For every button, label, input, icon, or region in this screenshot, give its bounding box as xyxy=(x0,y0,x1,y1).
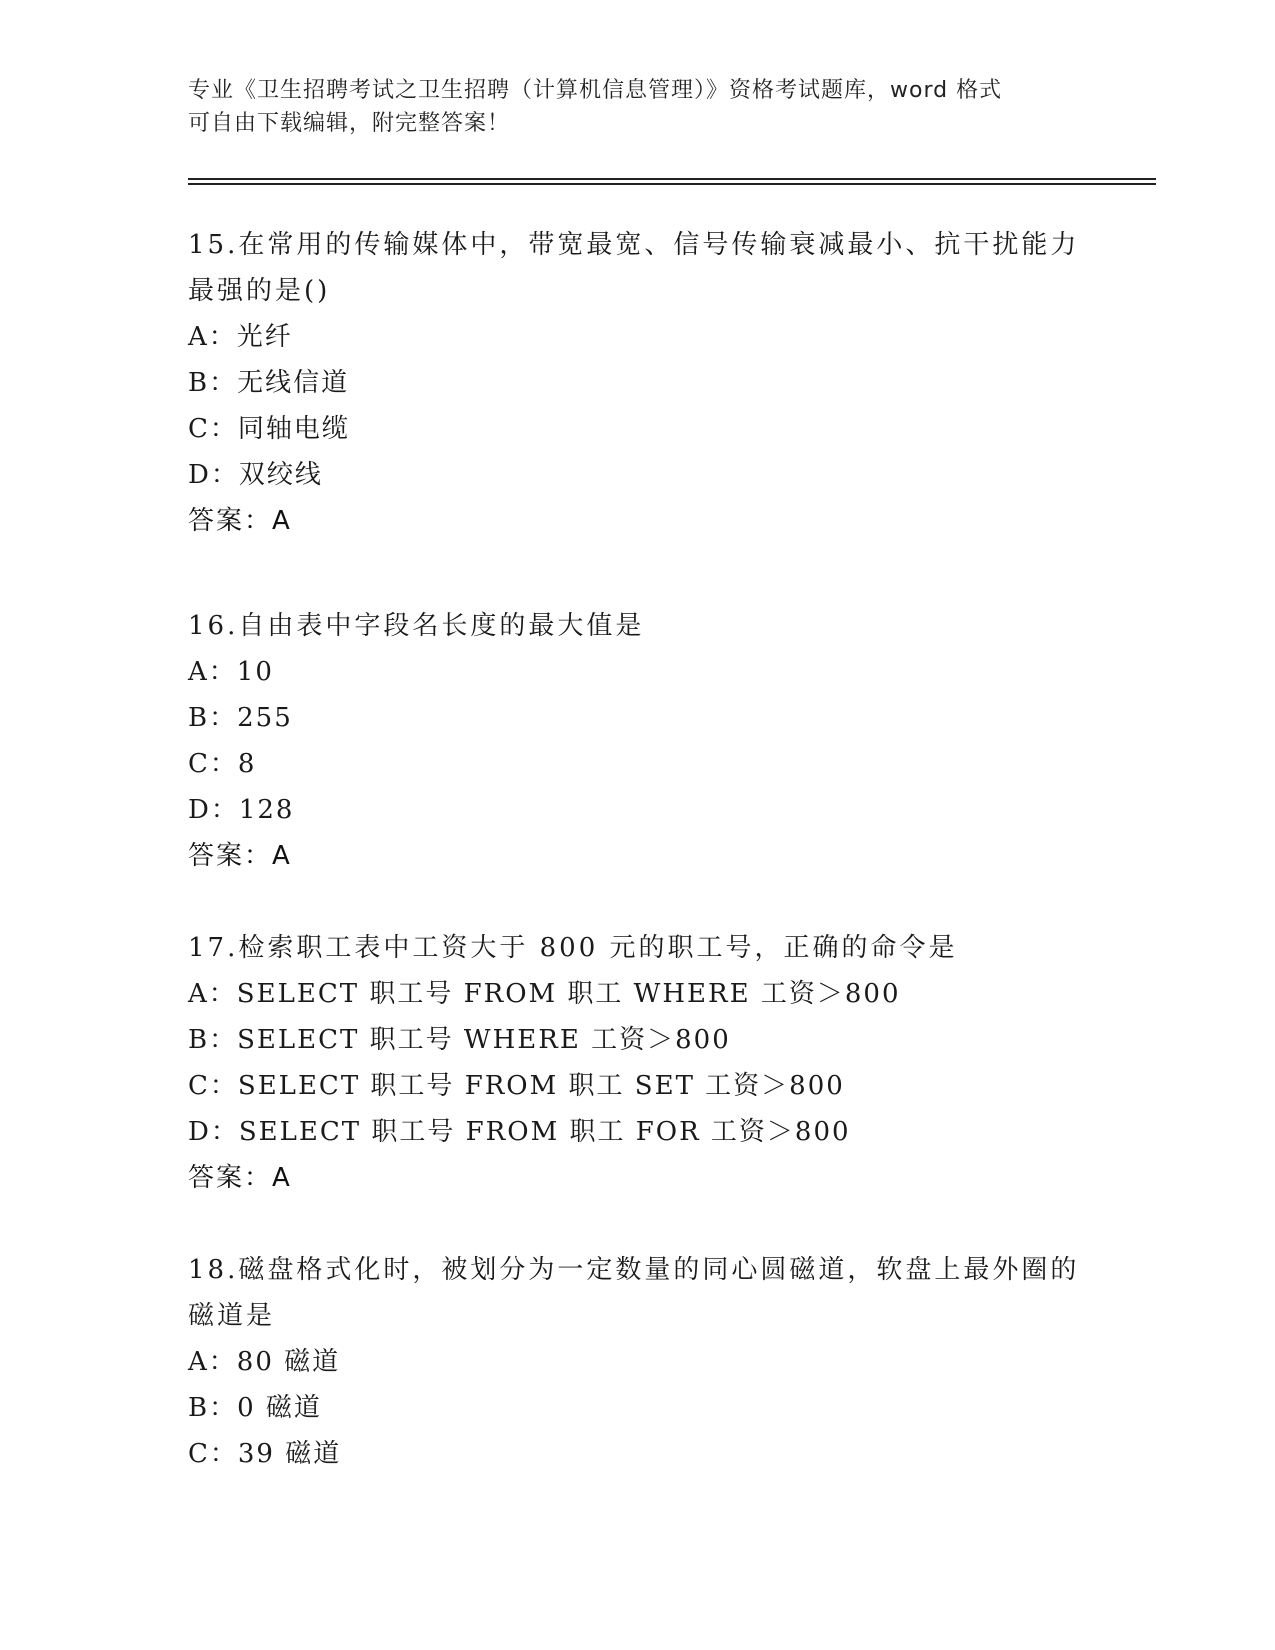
option-b: B：0 磁道 xyxy=(188,1393,322,1423)
option-b: B：255 xyxy=(188,703,293,733)
header-line-1: 专业《卫生招聘考试之卫生招聘（计算机信息管理）》资格考试题库，word 格式 xyxy=(188,78,1003,103)
option-c: C：39 磁道 xyxy=(188,1439,342,1469)
answer-line: 答案：A xyxy=(188,1163,292,1193)
option-a: A：10 xyxy=(188,657,274,687)
question-17 xyxy=(188,925,1088,1201)
option-c: C：SELECT 职工号 FROM 职工 SET 工资＞800 xyxy=(188,1071,845,1101)
question-stem-line: 15.在常用的传输媒体中，带宽最宽、信号传输衰减最小、抗干扰能力 xyxy=(188,230,1080,260)
option-a: A：80 磁道 xyxy=(188,1347,341,1377)
document-header xyxy=(188,74,1088,140)
option-a: A：光纤 xyxy=(188,322,293,352)
question-stem-line: 17.检索职工表中工资大于 800 元的职工号，正确的命令是 xyxy=(188,933,958,963)
question-stem-line: 18.磁盘格式化时，被划分为一定数量的同心圆磁道，软盘上最外圈的 xyxy=(188,1255,1080,1285)
question-stem-line: 最强的是() xyxy=(188,276,331,306)
question-stem-line: 16.自由表中字段名长度的最大值是 xyxy=(188,611,645,641)
question-18 xyxy=(188,1247,1088,1477)
header-rule-bottom xyxy=(188,183,1156,185)
option-d: D：SELECT 职工号 FROM 职工 FOR 工资＞800 xyxy=(188,1117,851,1147)
answer-line: 答案：A xyxy=(188,841,292,871)
answer-line: 答案：A xyxy=(188,506,292,536)
question-15 xyxy=(188,222,1088,544)
option-a: A：SELECT 职工号 FROM 职工 WHERE 工资＞800 xyxy=(188,979,901,1009)
option-c: C：同轴电缆 xyxy=(188,414,350,444)
option-b: B：无线信道 xyxy=(188,368,350,398)
option-b: B：SELECT 职工号 WHERE 工资＞800 xyxy=(188,1025,731,1055)
question-16 xyxy=(188,603,1088,879)
option-d: D：双绞线 xyxy=(188,460,323,490)
option-c: C：8 xyxy=(188,749,257,779)
option-d: D：128 xyxy=(188,795,295,825)
header-rule-top xyxy=(188,178,1156,180)
question-stem-line: 磁道是 xyxy=(188,1301,276,1331)
header-line-2: 可自由下载编辑，附完整答案！ xyxy=(188,111,511,136)
